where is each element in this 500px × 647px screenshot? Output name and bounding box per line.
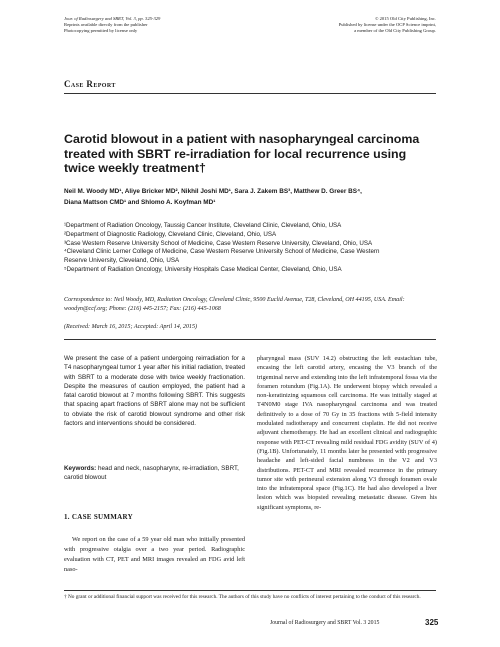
affiliation: ⁵Department of Radiation Oncology, University Hospitals Case Medical Center, Cleveland, Ohio, USA bbox=[64, 265, 342, 273]
publisher-header-right bbox=[280, 16, 436, 34]
affiliations bbox=[64, 222, 436, 275]
footnote-rule bbox=[64, 590, 436, 591]
photocopying-note: Photocopying permitted by license only bbox=[64, 28, 138, 33]
journal-footer: Journal of Radiosurgery and SBRT Vol. 3 2015 bbox=[270, 620, 380, 626]
case-summary-text: We report on the case of a 59 year old man who initially presented with progressive otalgia over a two year period. Radiographic evaluation with CT, PET and MRI images revealed an FDG avid left naso- bbox=[64, 536, 245, 573]
copyright-line: © 2015 Old City Publishing, Inc. bbox=[374, 16, 436, 21]
journal-header-left bbox=[64, 16, 284, 34]
section-heading-case-summary: 1. CASE SUMMARY bbox=[64, 513, 134, 521]
author-list bbox=[64, 187, 436, 208]
author-line: Neil M. Woody MD¹, Aliye Bricker MD², Nikhil Joshi MD¹, Sara J. Zakem BS³, Matthew D. Greer BS⁴, bbox=[64, 188, 362, 195]
abstract: We present the case of a patient undergoing reirradiation for a T4 nasopharyngeal tumor 1 year after his initial radiation, treated with SBRT to a moderate dose with twice weekly fractionation. Despite the measures of caution employed, the patient had a fatal carotid blowout at 7 months following SBRT. This suggests that spacing apart fractions of SBRT alone may not be sufficient to obviate the risk of carotid blowout syndrome and other risk factors and interventions should be considered. bbox=[64, 355, 245, 428]
journal-citation: Jour. of Radiosurgery and SBRT, Vol. 3, pp. 325-329 bbox=[64, 16, 161, 21]
section-label: Case Report bbox=[64, 79, 116, 89]
section-rule bbox=[64, 93, 436, 94]
author-line: Diana Mattson CMD¹ and Shlomo A. Koyfman MD¹ bbox=[64, 198, 216, 206]
received-dates: (Received: March 16, 2015; Accepted: April 14, 2015) bbox=[64, 324, 198, 330]
license-line: Published by license under the OCP Science imprint, bbox=[338, 22, 436, 27]
affiliation: ⁴Cleveland Clinic Lerner College of Medicine, Case Western Reserve University School of Medicine, Case Western bbox=[64, 248, 380, 256]
publisher-group-line: a member of the Old City Publishing Group. bbox=[354, 28, 436, 33]
affiliation: ¹Department of Radiation Oncology, Taussig Cancer Institute, Cleveland Clinic, Cleveland, Ohio, USA bbox=[64, 222, 342, 229]
header-bottom-rule bbox=[64, 339, 436, 340]
reprints-note: Reprints available directly from the publisher bbox=[64, 22, 148, 27]
funding-footnote: † No grant or additional financial support was received for this research. The authors of this study have no conflicts of interest pertaining to the conduct of this research. bbox=[64, 594, 421, 600]
affiliation: ²Department of Diagnostic Radiology, Cleveland Clinic, Cleveland, Ohio, USA bbox=[64, 230, 277, 238]
page-number: 325 bbox=[425, 618, 439, 627]
affiliation: Reserve University, Cleveland, Ohio, USA bbox=[64, 257, 180, 265]
affiliation: ³Case Western Reserve University School of Medicine, Case Western Reserve University, Cleveland, Ohio, USA bbox=[64, 239, 373, 247]
keywords bbox=[64, 464, 245, 483]
correspondence: Correspondence to: Neil Woody, MD, Radiation Oncology, Cleveland Clinic, 9500 Euclid Avenue, T28, Cleveland, OH 44195, USA. Email: woodyn@ccf.org; Phone: (216) 445-2157; Fax: (216) 445-1068 bbox=[64, 297, 405, 312]
keywords-label: Keywords: bbox=[64, 465, 97, 472]
body-text-right-column: pharyngeal mass (SUV 14.2) obstructing the left eustachian tube, encasing the left carotid artery, encasing the V3 branch of the trigeminal nerve and extending into the left infratemporal fossa via the foramen rotundum (Fig.1A). He underwent biopsy which revealed a non-keratinizing squamous cell carcinoma. He was initially staged at T4N0M0 stage IVA nasopharyngeal carcinoma and was treated definitively to a dose of 70 Gy in 35 fractions with 5-field intensity modulated radiotherapy and concurrent cisplatin. He did not receive adjuvant chemotherapy. He had an excellent clinical and radiographic response with PET-CT revealing mild residual FDG avidity (SUV of 4) (Fig.1B). Unfortunately, 11 months later he presented with progressive headache and left-sided facial numbness in the V2 and V3 distributions. PET-CT and MRI revealed recurrence in the primary tumor site with perineural extension along V3 through foramen ovale into the infratemporal space (Fig.1C). He had also developed a liver lesion which was biopsied revealing metastatic disease. Given his significant symptoms, re- bbox=[257, 355, 437, 511]
keywords-list: head and neck, nasopharynx, re-irradiation, SBRT, carotid blowout bbox=[64, 465, 239, 482]
article-title: Carotid blowout in a patient with nasopharyngeal carcinoma treated with SBRT re-irradiation for local recurrence using twice weekly treatment† bbox=[64, 132, 420, 175]
